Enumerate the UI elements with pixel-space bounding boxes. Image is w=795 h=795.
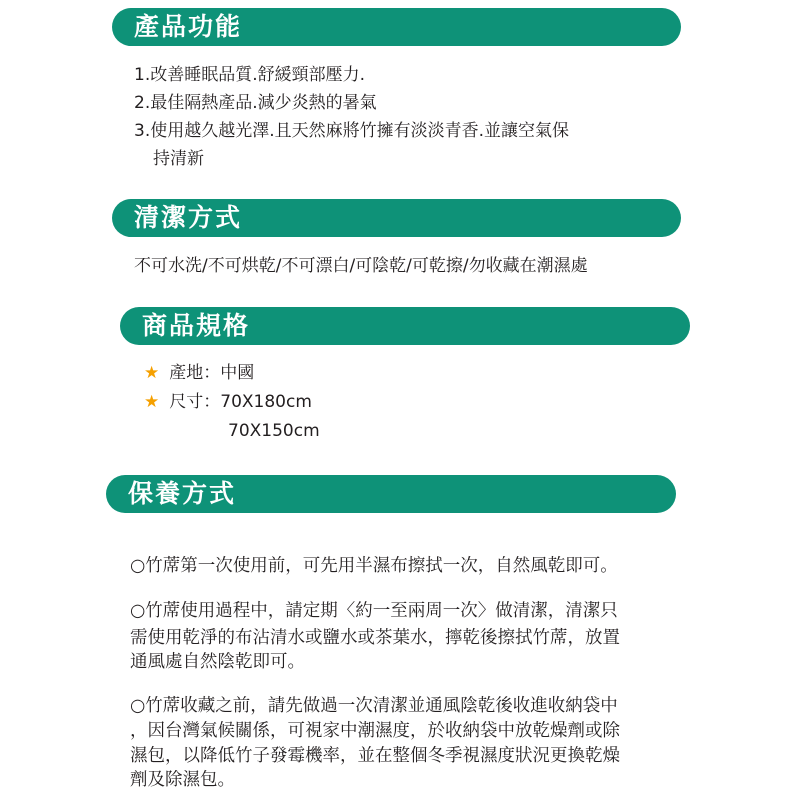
care-paragraph-3-line-1: ○竹蓆收藏之前，請先做過一次清潔並通風陰乾後收進收納袋中 — [130, 696, 618, 716]
care-paragraph-3-line-3: 濕包，以降低竹子發霉機率，並在整個冬季視濕度狀況更換乾燥 — [130, 746, 620, 766]
feature-item-3: 3.使用越久越光澤.且天然麻將竹擁有淡淡青香.並讓空氣保 — [134, 121, 570, 141]
care-header-bar — [106, 475, 676, 513]
care-paragraph-2-line-3: 通風處自然陰乾即可。 — [130, 652, 305, 672]
star-icon: ★ — [144, 363, 160, 383]
care-paragraph-3-line-4: 劑及除濕包。 — [130, 770, 235, 790]
care-paragraph-2-line-2: 需使用乾淨的布沾清水或鹽水或茶葉水，擰乾後擦拭竹蓆，放置 — [130, 628, 620, 648]
star-icon: ★ — [144, 392, 160, 412]
spec-size-alt: 70X150cm — [228, 421, 320, 441]
spec-size — [144, 388, 312, 416]
spec-origin — [144, 359, 254, 387]
care-paragraph-2-line-1: ○竹蓆使用過程中，請定期〈約一至兩周一次〉做清潔，清潔只 — [130, 601, 618, 621]
feature-item-1: 1.改善睡眠品質.舒緩頸部壓力. — [134, 65, 366, 85]
spec-origin-text: 產地：中國 — [169, 363, 255, 383]
cleaning-text: 不可水洗/不可烘乾/不可漂白/可陰乾/可乾擦/勿收藏在潮濕處 — [134, 256, 588, 276]
specs-title: 商品規格 — [142, 311, 251, 340]
cleaning-header-bar — [112, 199, 681, 237]
care-title: 保養方式 — [128, 479, 237, 508]
feature-item-3-continued: 持清新 — [153, 149, 204, 169]
features-title: 產品功能 — [134, 12, 243, 41]
care-paragraph-3-line-2: ，因台灣氣候關係，可視家中潮濕度，於收納袋中放乾燥劑或除 — [130, 721, 620, 741]
cleaning-title: 清潔方式 — [134, 203, 243, 232]
care-paragraph-1-line-1: ○竹蓆第一次使用前，可先用半濕布擦拭一次，自然風乾即可。 — [130, 556, 618, 576]
features-header-bar — [112, 8, 681, 46]
feature-item-2: 2.最佳隔熱產品.減少炎熱的暑氣 — [134, 93, 377, 113]
spec-size-text: 尺寸：70X180cm — [169, 392, 312, 412]
specs-header-bar — [120, 307, 690, 345]
